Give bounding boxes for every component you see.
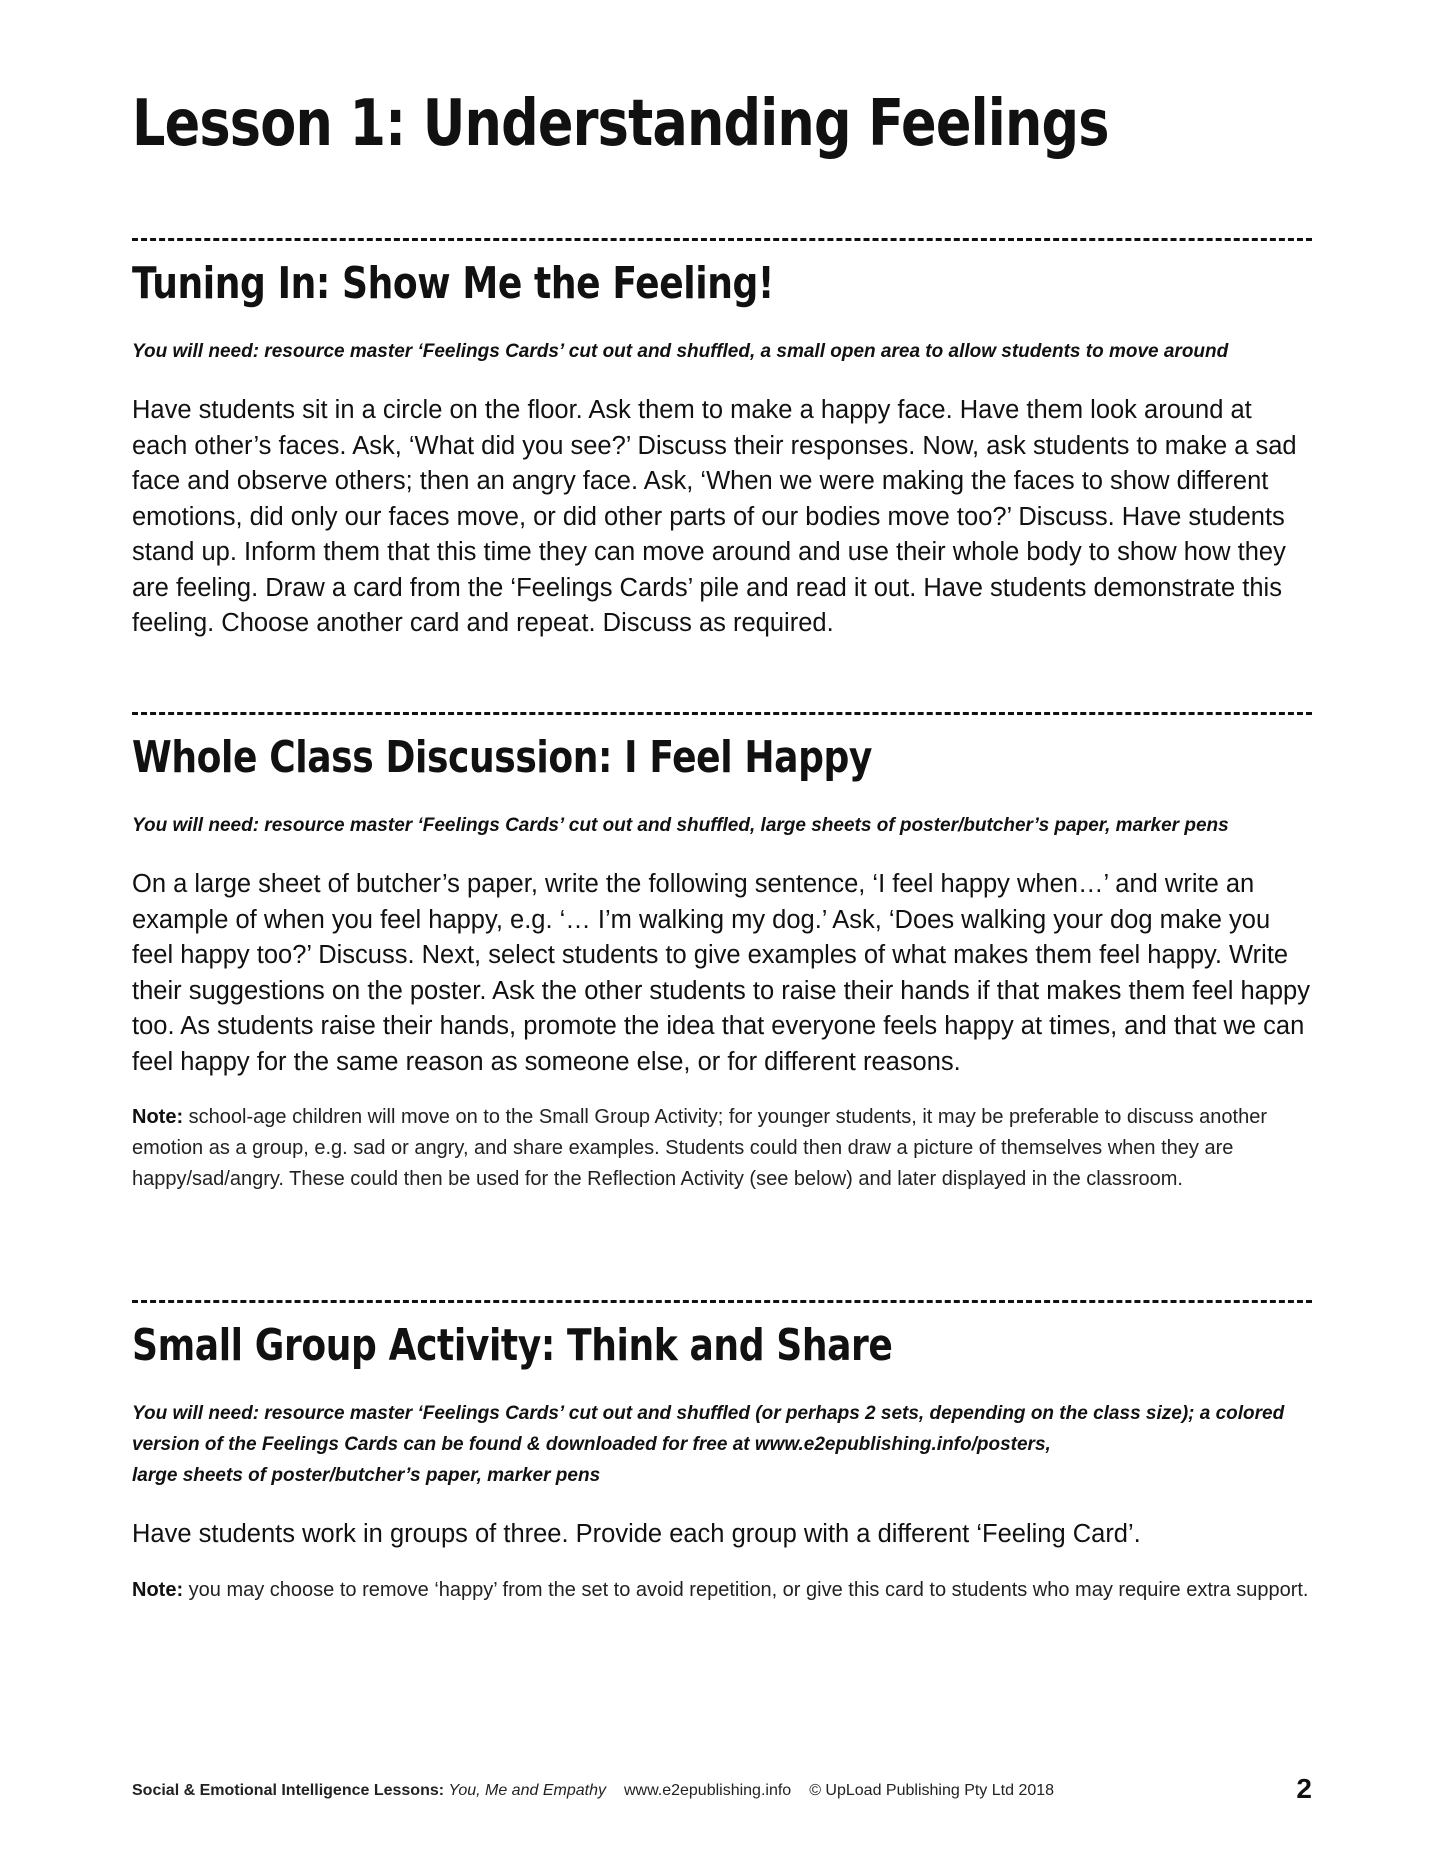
you-will-need-line: version of the Feelings Cards can be found & downloaded for free at www.e2epublishing.info/posters, <box>132 1434 1051 1455</box>
document-page <box>132 0 1312 1870</box>
section-body: Have students sit in a circle on the floor. Ask them to make a happy face. Have them look around at each other’s faces. Ask, ‘What did you see?’ Discuss their responses. Now, ask students to make a sad face and observe others; then an angry face. Ask, ‘When we were making the faces to show different emotions, did only our faces move, or did other parts of our bodies move too?’ Discuss. Have students stand up. Inform them that this time they can move around and use their whole body to show how they are feeling. Draw a card from the ‘Feelings Cards’ pile and read it out. Have students demonstrate this feeling. Choose another card and repeat. Discuss as required. <box>132 396 1297 637</box>
section-divider <box>132 712 1312 715</box>
section-divider <box>132 1300 1312 1303</box>
page-number: 2 <box>1296 1773 1312 1804</box>
section-title: Whole Class Discussion: I Feel Happy <box>132 732 873 783</box>
note-text: you may choose to remove ‘happy’ from the set to avoid repetition, or give this card to students who may require extra support. <box>183 1578 1309 1601</box>
footer-copyright: © UpLoad Publishing Pty Ltd 2018 <box>809 1782 1055 1799</box>
you-will-need: You will need: resource master ‘Feelings Cards’ cut out and shuffled, large sheets of poster/butcher’s paper, marker pens <box>132 815 1229 836</box>
note-text: school-age children will move on to the Small Group Activity; for younger students, it may be preferable to discuss another emotion as a group, e.g. sad or angry, and share examples. Students could then draw a picture of themselves when they are happy/sad/angry. These could then be used for the Reflection Activity (see below) and later displayed in the classroom. <box>132 1106 1267 1190</box>
footer-series: Social & Emotional Intelligence Lessons: <box>132 1782 445 1799</box>
section-note <box>132 1102 1312 1195</box>
note-label: Note: <box>132 1106 184 1128</box>
section-tuning-in <box>132 258 1312 642</box>
footer-book-title: You, Me and Empathy <box>448 1782 606 1799</box>
you-will-need <box>132 1398 1312 1491</box>
section-body: On a large sheet of butcher’s paper, write the following sentence, ‘I feel happy when…’ and write an example of when you feel happy, e.g. ‘… I’m walking my dog.’ Ask, ‘Does walking your dog make you feel happy too?’ Discuss. Next, select students to give examples of what makes them feel happy. Write their suggestions on the poster. Ask the other students to raise their hands if that makes them feel happy too. As students raise their hands, promote the idea that everyone feels happy at times, and that we can feel happy for the same reason as someone else, or for different reasons. <box>132 870 1310 1076</box>
section-whole-class-discussion <box>132 732 1312 1195</box>
you-will-need-line: You will need: resource master ‘Feelings Cards’ cut out and shuffled (or perhaps 2 sets, depending on the class size); a colored <box>132 1403 1285 1424</box>
section-title: Small Group Activity: Think and Share <box>132 1320 893 1371</box>
footer-website: www.e2epublishing.info <box>623 1782 792 1799</box>
section-title: Tuning In: Show Me the Feeling! <box>132 258 774 309</box>
section-divider <box>132 238 1312 241</box>
section-note <box>132 1575 1312 1606</box>
you-will-need-line: large sheets of poster/butcher’s paper, marker pens <box>132 1465 601 1486</box>
you-will-need: You will need: resource master ‘Feelings Cards’ cut out and shuffled, a small open area to allow students to move around <box>132 341 1229 362</box>
note-label: Note: <box>132 1578 184 1601</box>
section-body: Have students work in groups of three. Provide each group with a different ‘Feeling Card’. <box>132 1520 1141 1548</box>
section-small-group-activity <box>132 1320 1312 1606</box>
lesson-title: Lesson 1: Understanding Feelings <box>132 87 1109 161</box>
page-footer <box>132 1782 1312 1800</box>
